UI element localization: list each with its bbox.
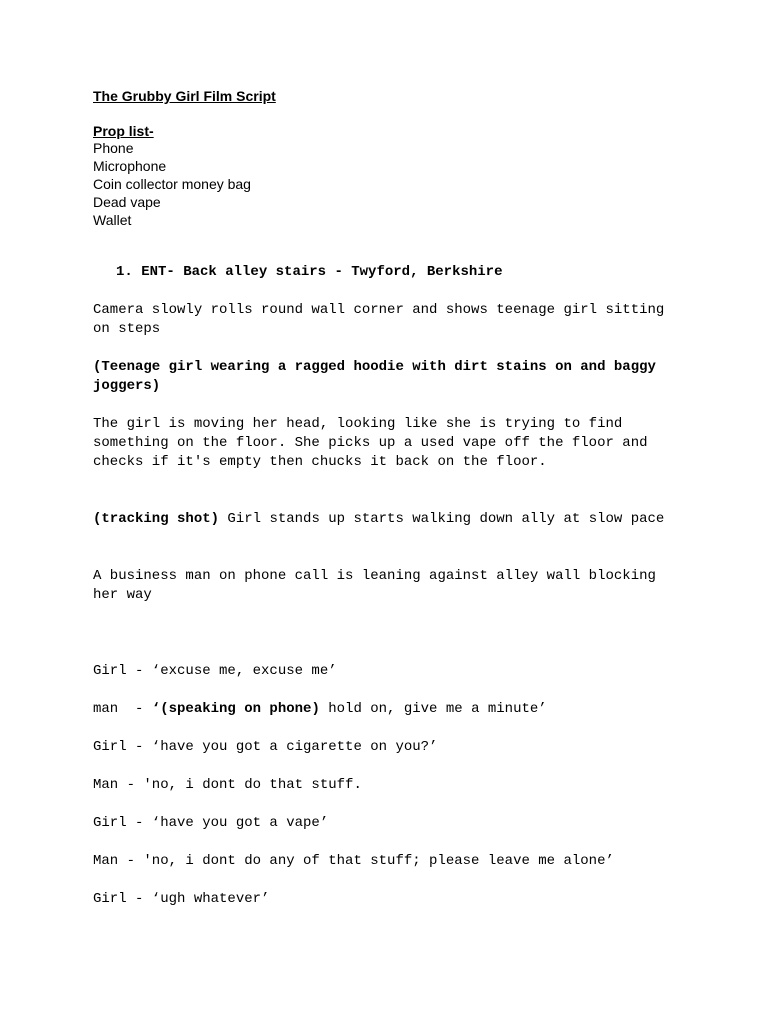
shot-direction: (tracking shot)	[93, 511, 220, 527]
stage-direction: ‘(speaking on phone)	[151, 701, 320, 717]
prop-item: Wallet	[93, 212, 132, 228]
prop-item: Dead vape	[93, 194, 161, 210]
scene-heading	[116, 263, 502, 282]
prop-item: Coin collector money bag	[93, 176, 251, 192]
dialogue-line: Man - 'no, i dont do any of that stuff; please leave me alone’	[93, 853, 614, 869]
speaker: man -	[93, 701, 152, 717]
dialogue-line: Girl - ‘ugh whatever’	[93, 891, 270, 907]
dialogue-text: hold on, give me a minute’	[319, 701, 547, 717]
dialogue-line: Girl - ‘have you got a vape’	[93, 815, 329, 831]
action-paragraph: Camera slowly rolls round wall corner and shows teenage girl sitting on steps	[93, 302, 665, 337]
action-paragraph: The girl is moving her head, looking like she is trying to find something on the floor. She picks up a used vape off the floor and checks if it's empty then chucks it back on the floor.	[93, 416, 648, 470]
action-text: Girl stands up starts walking down ally at slow pace	[219, 511, 665, 527]
scene-number: 1.	[116, 264, 133, 280]
prop-item: Phone	[93, 140, 134, 156]
prop-item: Microphone	[93, 158, 167, 174]
dialogue-line: Girl - ‘excuse me, excuse me’	[93, 663, 337, 679]
action-paragraph	[93, 510, 673, 529]
prop-list	[93, 139, 693, 229]
script-title: The Grubby Girl Film Script	[93, 88, 276, 104]
action-paragraph: A business man on phone call is leaning against alley wall blocking her way	[93, 568, 656, 603]
scene-heading-text: ENT- Back alley stairs - Twyford, Berkshire	[141, 264, 503, 280]
prop-list-heading: Prop list-	[93, 123, 154, 139]
costume-note: (Teenage girl wearing a ragged hoodie with dirt stains on and baggy joggers)	[93, 359, 656, 394]
dialogue-line	[93, 700, 693, 719]
dialogue-line: Girl - ‘have you got a cigarette on you?’	[93, 739, 438, 755]
dialogue-line: Man - 'no, i dont do that stuff.	[93, 777, 362, 793]
